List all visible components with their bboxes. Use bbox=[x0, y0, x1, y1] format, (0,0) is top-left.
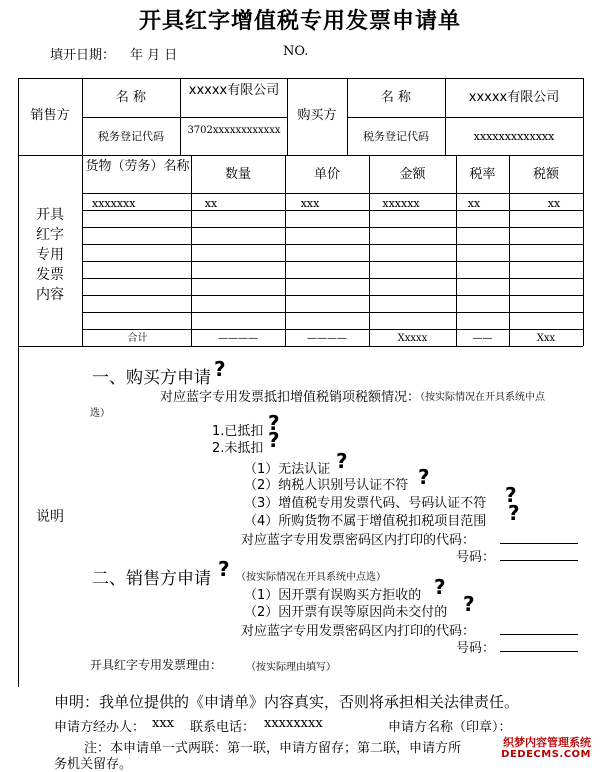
seller-code-label: 对应蓝字专用发票密码区内打印的代码： bbox=[241, 624, 476, 639]
total-tax-amount: Xxx bbox=[536, 333, 556, 344]
question-icon: ? bbox=[214, 357, 226, 381]
footer-note: 注：本申请单一式两联：第一联，申请方留存；第二联，申请方所 bbox=[84, 741, 462, 756]
total-tax-rate: —— bbox=[472, 333, 493, 344]
reason-label: 开具红字专用发票理由： bbox=[90, 658, 223, 672]
col-header-quantity: 数量 bbox=[224, 167, 251, 182]
row-quantity: xx bbox=[204, 197, 218, 210]
handler-label: 申请方经办人： bbox=[54, 720, 146, 735]
number-label: NO. bbox=[283, 44, 309, 59]
question-icon: ? bbox=[463, 592, 475, 616]
seller-tax-code-value: 3702xxxxxxxxxxxx bbox=[187, 125, 281, 136]
row-goods: xxxxxxx bbox=[92, 197, 136, 210]
row-tax-rate: xx bbox=[467, 197, 481, 210]
total-amount: Xxxxx bbox=[397, 333, 428, 344]
applicant-label: 申请方名称（印章）： bbox=[388, 720, 512, 735]
seller-name-value: xxxxx有限公司 bbox=[188, 83, 280, 98]
buyer-tax-code-label: 税务登记代码 bbox=[363, 130, 429, 143]
question-icon: ? bbox=[434, 575, 446, 599]
row-amount: xxxxxx bbox=[382, 197, 420, 210]
question-icon: ? bbox=[505, 483, 517, 507]
handler-value: xxx bbox=[152, 716, 174, 731]
seller-apply-heading: 二、销售方申请 bbox=[92, 569, 211, 589]
declaration: 申明：我单位提供的《申请单》内容真实，否则将承担相关法律责任。 bbox=[54, 693, 520, 711]
col-header-tax-amount: 税额 bbox=[532, 167, 559, 182]
number-field-label: 号码： bbox=[456, 550, 496, 565]
buyer-tax-code-value: xxxxxxxxxxxxx bbox=[473, 130, 555, 143]
explain-label: 说明 bbox=[36, 509, 64, 525]
col-header-goods: 货物（劳务）名称 bbox=[85, 159, 190, 174]
footer-note-2: 务机关留存。 bbox=[54, 757, 133, 772]
sub-option-3: （3）增值税专用发票代码、号码认证不符 bbox=[244, 496, 487, 511]
sub-option-2: （2）纳税人识别号认证不符 bbox=[244, 478, 409, 493]
total-unit-price: ———— bbox=[307, 333, 347, 344]
question-icon: ? bbox=[336, 449, 348, 473]
row-unit-price: xxx bbox=[300, 197, 320, 210]
phone-value: xxxxxxxx bbox=[264, 716, 323, 731]
seller-number-field-label: 号码： bbox=[456, 641, 496, 656]
option-not-deducted: 2.未抵扣 bbox=[212, 441, 264, 456]
fill-date-label: 填开日期： bbox=[50, 48, 116, 63]
sub-option-1: （1）无法认证 bbox=[244, 462, 331, 477]
row-tax-amount: xx bbox=[547, 197, 561, 210]
deduct-note-b: 选） bbox=[90, 408, 110, 419]
deduct-status: 对应蓝字专用发票抵扣增值税销项税额情况： bbox=[160, 390, 421, 405]
seller-label: 销售方 bbox=[30, 108, 70, 123]
fill-date-ymd: 年 月 日 bbox=[130, 48, 178, 63]
total-label: 合计 bbox=[127, 333, 148, 344]
watermark-line2: DEDECMS.COM bbox=[501, 749, 591, 760]
buyer-apply-heading: 一、购买方申请 bbox=[92, 368, 211, 388]
deduct-note-a: （按实际情况在开具系统中点 bbox=[415, 392, 545, 403]
col-header-tax-rate: 税率 bbox=[469, 167, 496, 182]
question-icon: ? bbox=[508, 501, 520, 525]
buyer-name-value: xxxxx有限公司 bbox=[468, 90, 560, 105]
seller-name-label: 名 称 bbox=[115, 90, 147, 105]
buyer-name-label: 名 称 bbox=[380, 90, 412, 105]
question-icon: ? bbox=[218, 557, 230, 581]
page-title: 开具红字增值税专用发票申请单 bbox=[138, 9, 461, 34]
question-icon: ? bbox=[268, 428, 280, 452]
seller-tax-code-label: 税务登记代码 bbox=[98, 130, 164, 143]
question-icon: ? bbox=[418, 465, 430, 489]
col-header-unit-price: 单价 bbox=[313, 167, 340, 182]
site-watermark bbox=[498, 736, 594, 762]
total-quantity: ———— bbox=[218, 333, 258, 344]
option-deducted: 1.已抵扣 bbox=[212, 424, 264, 439]
invoice-section-label: 开具红字专用发票内容 bbox=[36, 207, 64, 303]
question-icon: ? bbox=[268, 411, 280, 435]
phone-label: 联系电话： bbox=[190, 720, 256, 735]
watermark-line1: 织梦内容管理系统 bbox=[503, 736, 591, 749]
reason-note: （按实际理由填写） bbox=[246, 662, 336, 673]
code-label: 对应蓝字专用发票密码区内打印的代码： bbox=[241, 533, 476, 548]
seller-note: （按实际情况在开具系统中点选） bbox=[236, 572, 386, 583]
col-header-amount: 金额 bbox=[399, 167, 426, 182]
buyer-label: 购买方 bbox=[297, 108, 337, 123]
seller-sub-option-2: （2）因开票有误等原因尚未交付的 bbox=[244, 605, 448, 620]
seller-sub-option-1: （1）因开票有误购买方拒收的 bbox=[244, 588, 422, 603]
sub-option-4: （4）所购货物不属于增值税扣税项目范围 bbox=[244, 514, 487, 529]
